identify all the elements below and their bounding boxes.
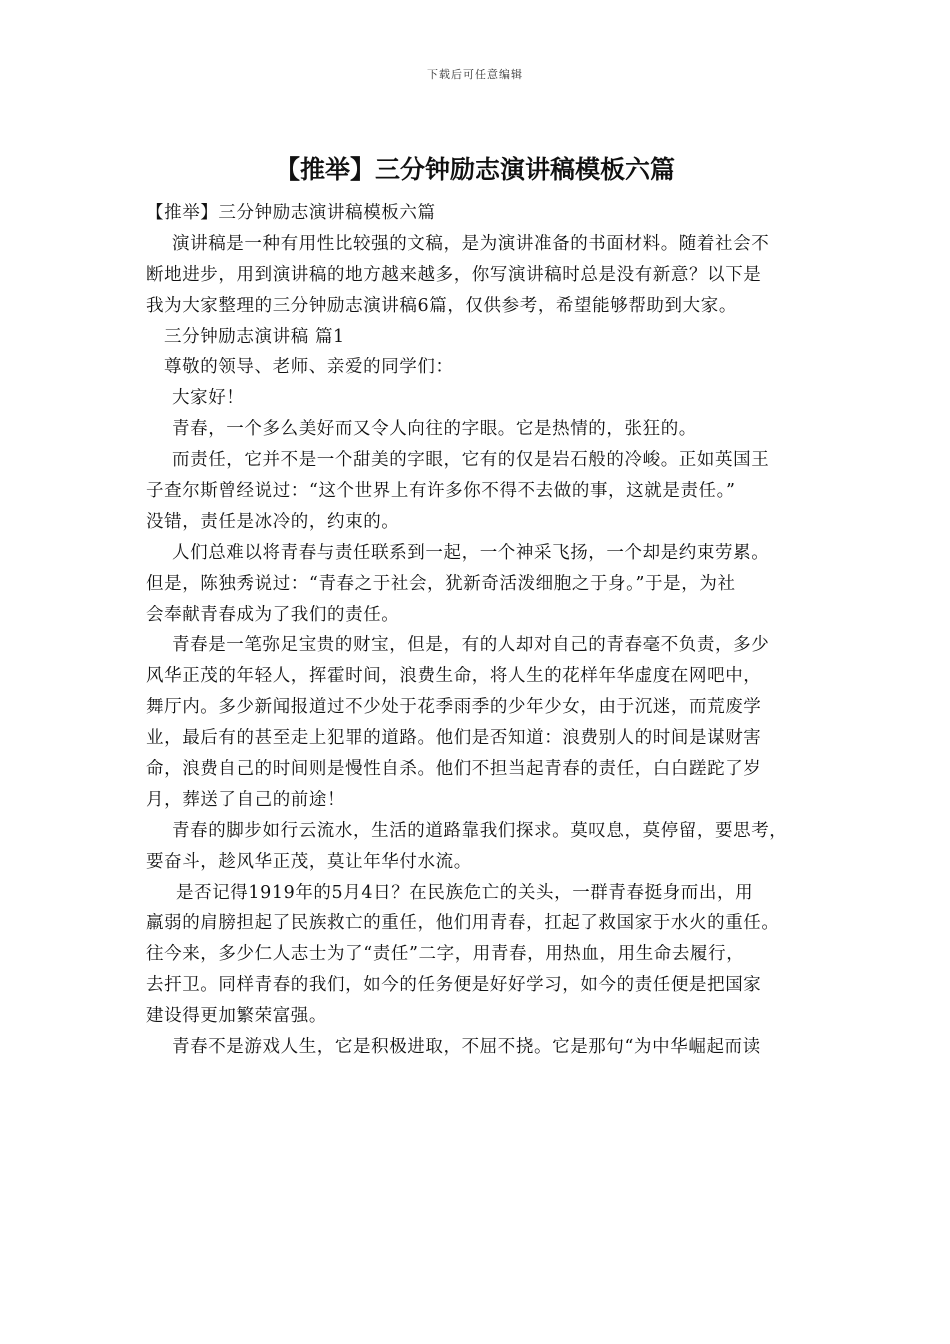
salutation-line: 尊敬的领导、老师、亲爱的同学们： (164, 357, 454, 378)
header-note: 下载后可任意编辑 (427, 68, 523, 81)
paragraph-line: 去扞卫。同样青春的我们，如今的任务便是好好学习，如今的责任便是把国家 (146, 975, 762, 996)
subtitle-line: 【推举】三分钟励志演讲稿模板六篇 (146, 203, 436, 223)
paragraph-line: 青春是一笔弥足宝贵的财宝，但是，有的人却对自己的青春毫不负责，多少 (172, 635, 770, 656)
document-body (146, 198, 822, 1063)
section-heading: 三分钟励志演讲稿 篇1 (164, 326, 345, 347)
paragraph-line: 要奋斗，趁风华正茂，莫让年华付水流。 (146, 851, 472, 872)
greeting-line: 大家好！ (172, 388, 245, 409)
paragraph-line: 子查尔斯曾经说过：“这个世界上有许多你不得不去做的事，这就是责任。” (146, 481, 736, 502)
paragraph-line: 但是，陈独秀说过：“青春之于社会，犹新奇活泼细胞之于身。”于是，为社 (146, 573, 736, 594)
paragraph-line: 而责任，它并不是一个甜美的字眼，它有的仅是岩石般的冷峻。正如英国王 (172, 450, 770, 471)
paragraph-line: 我为大家整理的三分钟励志演讲稿6篇，仅供参考，希望能够帮助到大家。 (146, 295, 737, 316)
paragraph-line: 人们总难以将青春与责任联系到一起，一个神采飞扬，一个却是约束劳累。 (172, 542, 770, 563)
paragraph-line: 断地进步，用到演讲稿的地方越来越多，你写演讲稿时总是没有新意？以下是 (146, 264, 762, 285)
paragraph-line: 青春不是游戏人生，它是积极进取，不屈不挠。它是那句“为中华崛起而读 (172, 1037, 761, 1058)
document-title: 【推举】三分钟励志演讲稿模板六篇 (274, 155, 675, 184)
paragraph-line: 月，葬送了自己的前途！ (146, 789, 346, 810)
paragraph-line: 青春，一个多么美好而又令人向往的字眼。它是热情的，张狂的。 (172, 419, 697, 440)
paragraph-line: 往今来，多少仁人志士为了“责任”二字，用青春，用热血，用生命去履行， (146, 944, 745, 965)
paragraph-line: 演讲稿是一种有用性比较强的文稿，是为演讲准备的书面材料。随着社会不 (172, 233, 770, 254)
paragraph-line: 业，最后有的甚至走上犯罪的道路。他们是否知道：浪费别人的时间是谋财害 (146, 728, 762, 749)
paragraph-line: 没错，责任是冰冷的，约束的。 (146, 511, 400, 532)
paragraph-line: 会奉献青春成为了我们的责任。 (146, 604, 400, 625)
paragraph-line: 青春的脚步如行云流水，生活的道路靠我们探求。莫叹息，莫停留，要思考， (172, 820, 788, 841)
paragraph-line: 命，浪费自己的时间则是慢性自杀。他们不担当起青春的责任，白白蹉跎了岁 (146, 759, 762, 780)
paragraph-line: 建设得更加繁荣富强。 (146, 1006, 327, 1027)
paragraph-line: 羸弱的肩膀担起了民族救亡的重任，他们用青春，扛起了救国家于水火的重任。 (146, 913, 780, 934)
paragraph-line: 是否记得1919年的5月4日？在民族危亡的关头，一群青春挺身而出，用 (176, 882, 754, 903)
paragraph-line: 舞厅内。多少新闻报道过不少处于花季雨季的少年少女，由于沉迷，而荒废学 (146, 697, 762, 718)
paragraph-line: 风华正茂的年轻人，挥霍时间，浪费生命，将人生的花样年华虚度在网吧中， (146, 666, 762, 687)
